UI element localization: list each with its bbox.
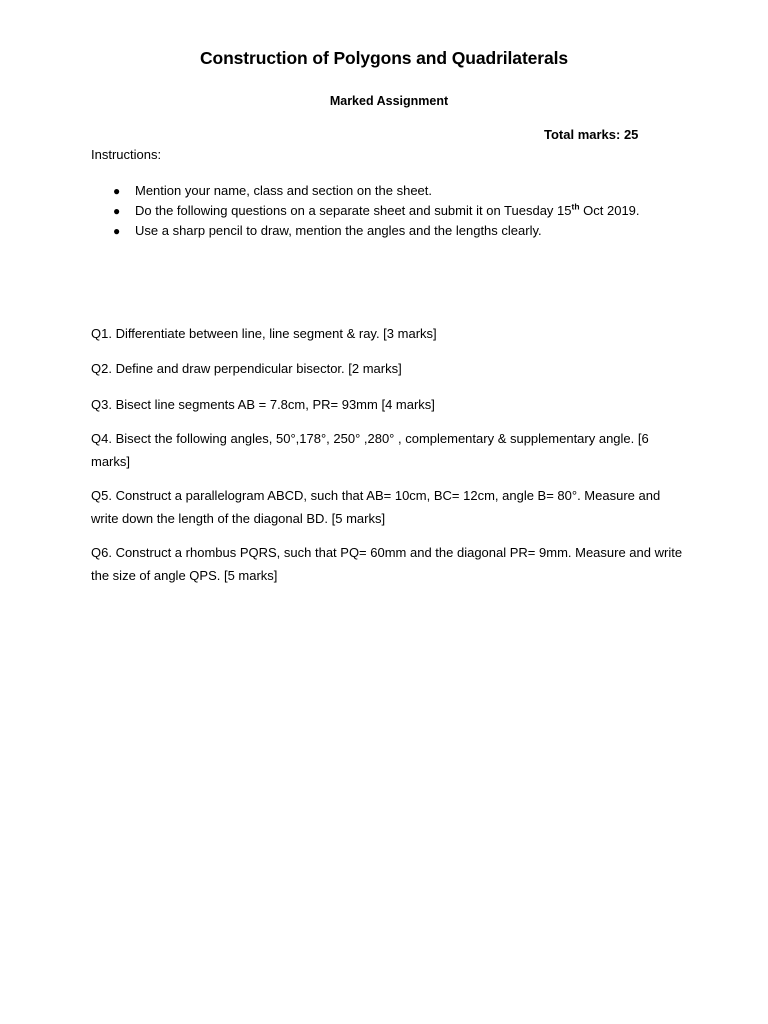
instruction-text: Do the following questions on a separate sheet and submit it on Tuesday 15	[135, 203, 572, 218]
instruction-item	[91, 201, 640, 221]
instruction-text: Oct 2019.	[579, 203, 640, 218]
question-item: Q5. Construct a parallelogram ABCD, such that AB= 10cm, BC= 12cm, angle B= 80°. Measure and write down the length of the diagonal BD. [5 marks]	[91, 488, 661, 526]
ordinal-suffix: th	[571, 201, 580, 212]
bullet-icon: ●	[113, 184, 121, 198]
instruction-text: Mention your name, class and section on the sheet.	[135, 183, 433, 198]
instructions-label: Instructions:	[91, 147, 162, 162]
bullet-icon: ●	[113, 224, 121, 238]
instructions-list	[91, 181, 640, 241]
bullet-icon: ●	[113, 204, 121, 218]
question-item: Q2. Define and draw perpendicular bisector. [2 marks]	[91, 361, 402, 376]
instruction-text: Use a sharp pencil to draw, mention the angles and the lengths clearly.	[135, 223, 542, 238]
question-item: Q6. Construct a rhombus PQRS, such that PQ= 60mm and the diagonal PR= 9mm. Measure and write the size of angle QPS. [5 marks]	[91, 545, 683, 583]
question-item: Q1. Differentiate between line, line segment & ray. [3 marks]	[91, 326, 437, 341]
instruction-item	[91, 181, 640, 201]
question-item: Q4. Bisect the following angles, 50°,178°, 250° ,280° , complementary & supplementary angle. [6 marks]	[91, 431, 649, 469]
instruction-item	[91, 221, 640, 241]
document-subtitle: Marked Assignment	[329, 94, 449, 108]
question-item: Q3. Bisect line segments AB = 7.8cm, PR= 93mm [4 marks]	[91, 397, 435, 412]
total-marks: Total marks: 25	[544, 127, 639, 142]
document-title: Construction of Polygons and Quadrilaterals	[199, 48, 569, 68]
